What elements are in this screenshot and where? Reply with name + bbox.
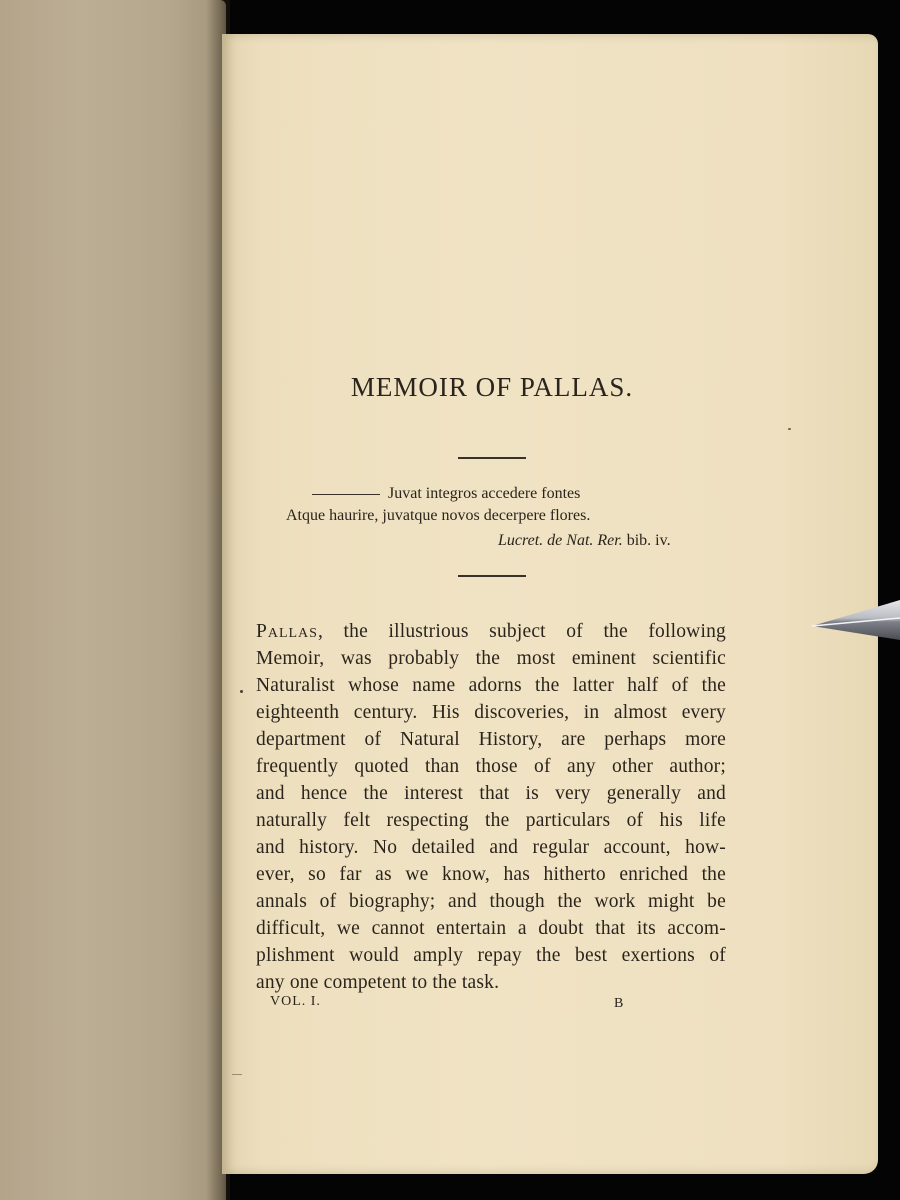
- epigraph-source-title: Lucret. de Nat. Rer.: [498, 532, 623, 549]
- body-line: Memoir, was probably the most eminent scientific: [256, 648, 726, 669]
- gathering-mark: B: [614, 996, 624, 1011]
- epigraph-line-2: Atque haurire, juvatque novos decerpere flores.: [286, 507, 591, 524]
- body-line: annals of biography; and though the work might be: [256, 891, 726, 912]
- epigraph-line-1: [312, 482, 580, 505]
- epigraph-source-ref: bib. iv.: [622, 532, 671, 549]
- epigraph-source: [498, 529, 671, 552]
- right-page: [222, 34, 878, 1174]
- body-line: [256, 618, 726, 645]
- body-paragraph: [256, 618, 726, 996]
- body-line: ever, so far as we know, has hitherto enriched the: [256, 864, 726, 885]
- body-line: department of Natural History, are perhaps more: [256, 729, 726, 750]
- body-line: difficult, we cannot entertain a doubt that its accom-: [256, 918, 726, 939]
- page-title: MEMOIR OF PALLAS.: [350, 372, 634, 402]
- left-page: [0, 0, 226, 1200]
- body-line: and history. No detailed and regular account, how-: [256, 837, 726, 858]
- epigraph-line-1-text: Juvat integros accedere fontes: [388, 485, 581, 502]
- ornamental-rule-bottom: [458, 575, 526, 577]
- body-line: any one competent to the task.: [256, 972, 500, 993]
- paper-speck: [232, 1074, 242, 1075]
- body-line: and hence the interest that is very generally and: [256, 783, 726, 804]
- ornamental-rule-top: [458, 457, 526, 459]
- body-line-text: , the illustrious subject of the following: [317, 621, 726, 642]
- epigraph-dash: [312, 494, 380, 495]
- paper-speck: [240, 690, 243, 693]
- body-line: naturally felt respecting the particulars of his life: [256, 810, 726, 831]
- page-content: [222, 34, 878, 1174]
- opening-word: Pallas: [256, 621, 318, 642]
- body-line: plishment would amply repay the best exertions of: [256, 945, 726, 966]
- signature-mark: VOL. I.: [270, 994, 321, 1009]
- body-line: frequently quoted than those of any other author;: [256, 756, 726, 777]
- body-line: Naturalist whose name adorns the latter half of the: [256, 675, 726, 696]
- body-line: eighteenth century. His discoveries, in almost every: [256, 702, 726, 723]
- page-clip-icon: [810, 596, 900, 646]
- paper-speck: [788, 428, 791, 430]
